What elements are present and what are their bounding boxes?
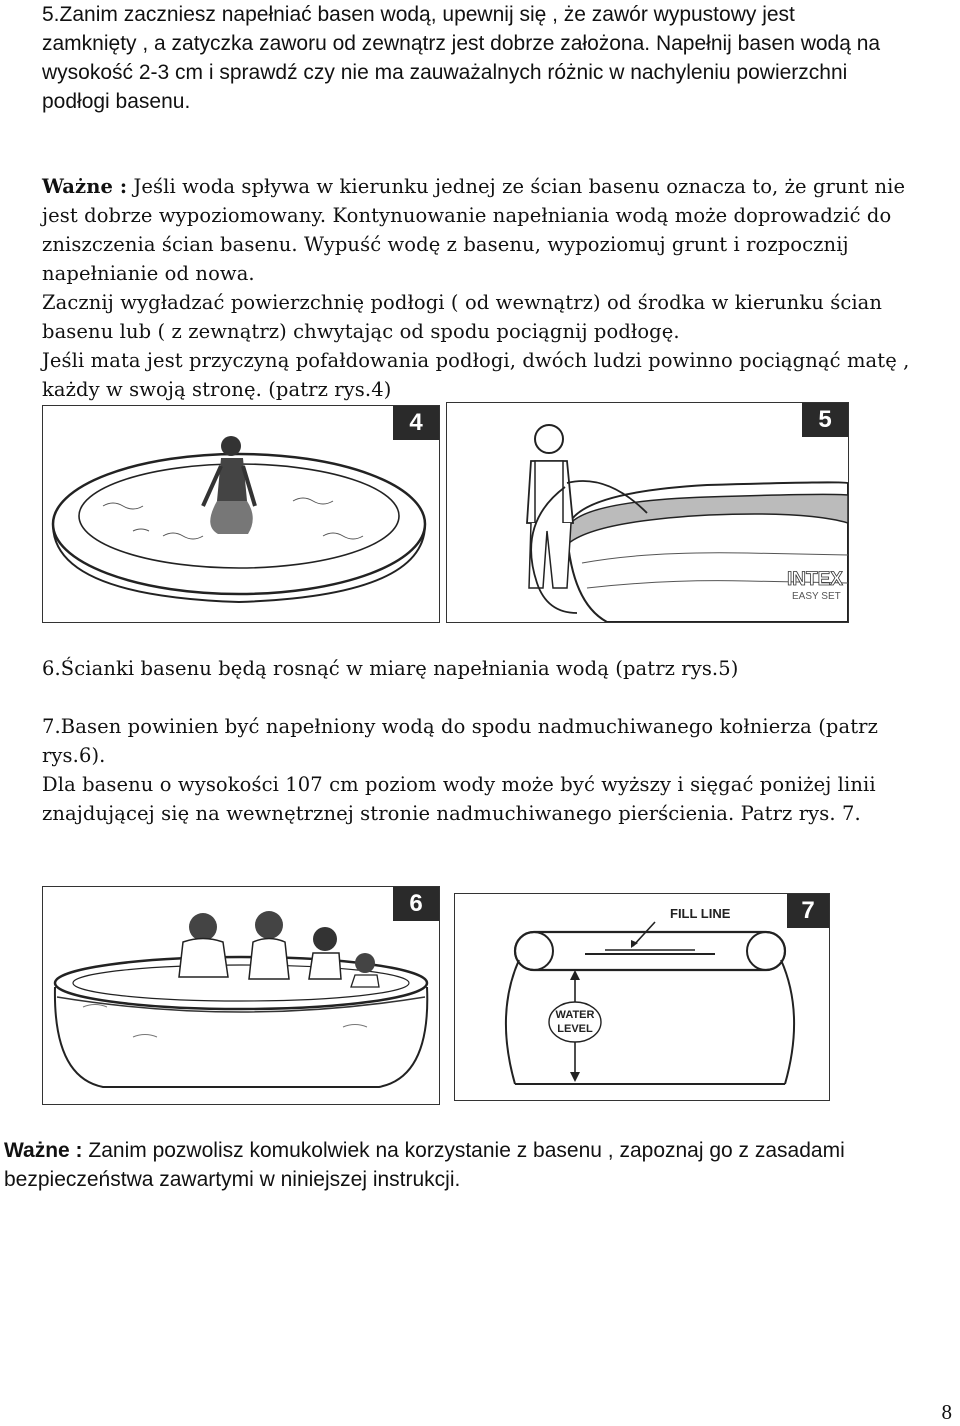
figure-5-brand-logo: INTEX: [787, 569, 843, 590]
step5-line-3: wysokość 2-3 cm i sprawdź czy nie ma zauważalnych różnic w nachyleniu powierzchni: [42, 61, 848, 84]
figure-6-illustration: [43, 887, 439, 1104]
figure-7-fill-line-diagram: [454, 893, 830, 1101]
step7-line-4: znajdującej się na wewnętrznej stronie nadmuchiwanego pierścienia. Patrz rys. 7.: [42, 802, 861, 825]
figure-5-brand-sub: EASY SET: [792, 591, 841, 602]
step5-line-1: 5.Zanim zaczniesz napełniać basen wodą, upewnij się , że zawór wypustowy jest: [42, 3, 795, 26]
step7-line-1: 7.Basen powinien być napełniony wodą do spodu nadmuchiwanego kołnierza (patrz: [42, 715, 878, 738]
important-label: Ważne :: [42, 175, 128, 198]
figure-4-pool-leveling: [42, 405, 440, 623]
important-paragraph-line-8: każdy w swoją stronę. (patrz rys.4): [42, 378, 392, 401]
safety-important-text: Zanim pozwolisz komukolwiek na korzystanie z basenu , zapoznaj go z zasadami: [82, 1139, 845, 1162]
step6-text: 6.Ścianki basenu będą rosnąć w miarę napełniania wodą (patrz rys.5): [42, 657, 739, 680]
figure-5-number-badge: 5: [802, 403, 848, 437]
figure-7-fill-line-label: FILL LINE: [670, 906, 731, 921]
safety-important-line-1: [4, 1136, 954, 1165]
important-paragraph-line-3: zniszczenia ścian basenu. Wypuść wodę z basenu, wypoziomuj grunt i rozpocznij: [42, 233, 849, 256]
page-number: 8: [941, 1400, 952, 1424]
figure-6-number-badge: 6: [393, 887, 439, 921]
figure-4-number-badge: 4: [393, 406, 439, 440]
figure-7-illustration: [455, 894, 829, 1100]
safety-important-label: Ważne :: [4, 1139, 83, 1162]
step7-line-2: rys.6).: [42, 744, 106, 767]
important-paragraph-line-2: jest dobrze wypoziomowany. Kontynuowanie napełniania wodą może doprowadzić do: [42, 204, 892, 227]
figure-5-illustration: [447, 403, 848, 622]
important-paragraph-line-5: Zacznij wygładzać powierzchnię podłogi ( od wewnątrz) od środka w kierunku ścian: [42, 291, 883, 314]
important-paragraph-line-6: basenu lub ( z zewnątrz) chwytając od spodu pociągnij podłogę.: [42, 320, 680, 343]
step7-line-3: Dla basenu o wysokości 107 cm poziom wody może być wyższy i sięgać poniżej linii: [42, 773, 876, 796]
important-paragraph-line-1: [42, 172, 942, 201]
safety-important-line-2: bezpieczeństwa zawartymi w niniejszej instrukcji.: [4, 1168, 461, 1191]
figure-7-number-badge: 7: [787, 894, 829, 928]
figure-6-filled-pool: [42, 886, 440, 1105]
step5-line-4: podłogi basenu.: [42, 90, 191, 113]
figure-7-water-label: WATER: [555, 1009, 595, 1021]
figure-4-illustration: [43, 406, 439, 622]
important-paragraph-line-4: napełnianie od nowa.: [42, 262, 255, 285]
important-text: Jeśli woda spływa w kierunku jednej ze ścian basenu oznacza to, że grunt nie: [127, 175, 906, 198]
figure-7-level-label: LEVEL: [557, 1023, 593, 1035]
step5-line-2: zamknięty , a zatyczka zaworu od zewnątrz jest dobrze założona. Napełnij basen wodą na: [42, 32, 881, 55]
important-paragraph-line-7: Jeśli mata jest przyczyną pofałdowania podłogi, dwóch ludzi powinno pociągnąć matę ,: [42, 349, 910, 372]
figure-5-pool-filling: [446, 402, 849, 623]
